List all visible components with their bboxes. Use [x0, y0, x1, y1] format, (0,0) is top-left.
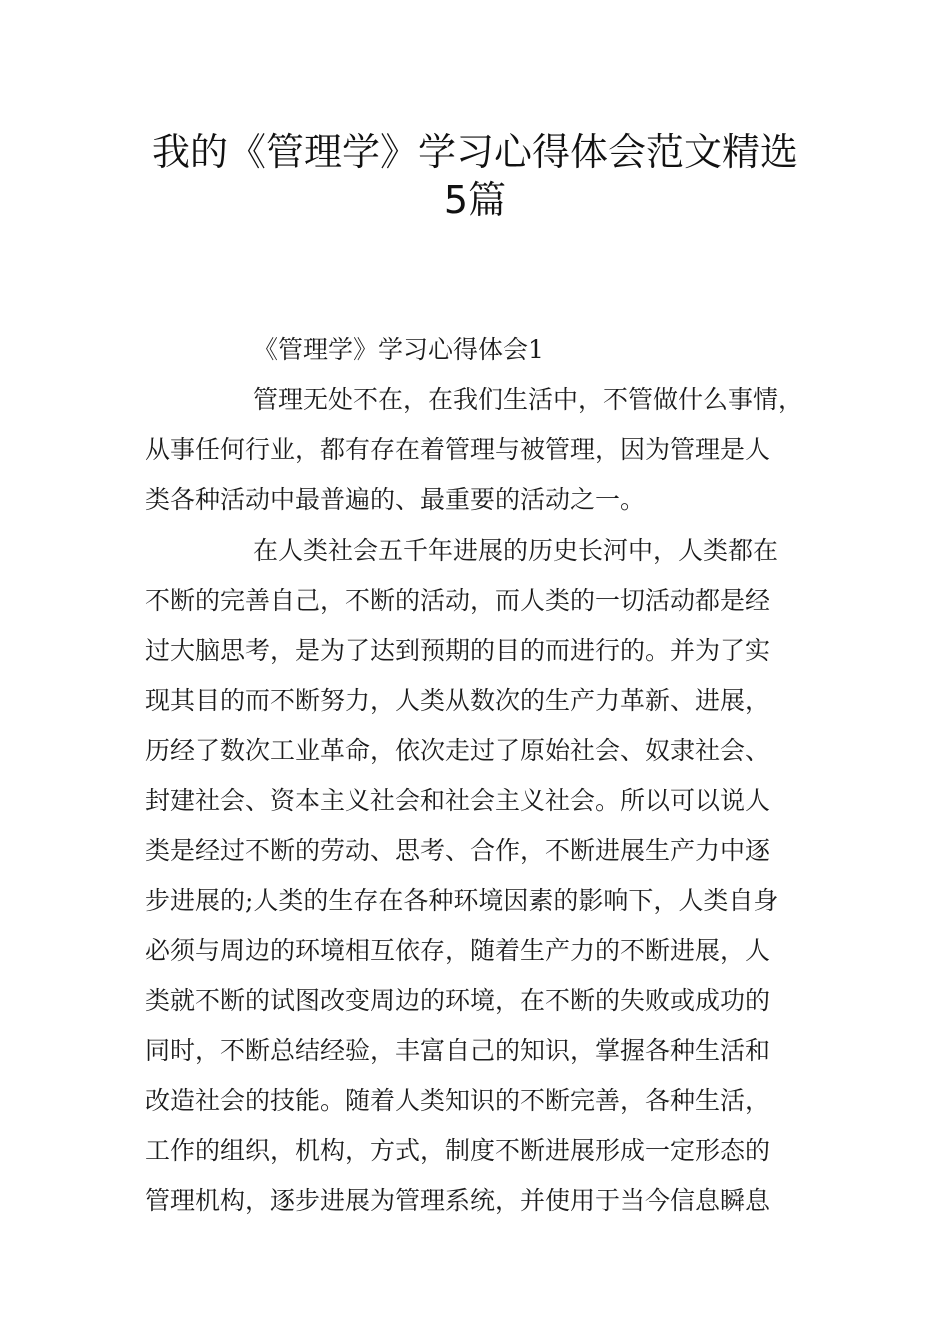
- paragraph-line: 历经了数次工业革命，依次走过了原始社会、奴隶社会、: [145, 736, 771, 765]
- paragraph-line: 工作的组织，机构，方式，制度不断进展形成一定形态的: [145, 1136, 771, 1165]
- paragraph-line: 管理无处不在，在我们生活中，不管做什么事情，: [253, 385, 804, 414]
- paragraph-line: 在人类社会五千年进展的历史长河中，人类都在: [253, 536, 779, 565]
- paragraph-line: 现其目的而不断努力，人类从数次的生产力革新、进展，: [145, 686, 771, 715]
- paragraph-line: 管理机构，逐步进展为管理系统，并使用于当今信息瞬息: [145, 1186, 771, 1215]
- paragraph-line: 不断的完善自己，不断的活动，而人类的一切活动都是经: [145, 586, 771, 615]
- paragraph-line: 同时，不断总结经验，丰富自己的知识，掌握各种生活和: [145, 1036, 771, 1065]
- paragraph-line: 类就不断的试图改变周边的环境，在不断的失败或成功的: [145, 986, 771, 1015]
- paragraph-line: 类是经过不断的劳动、思考、合作，不断进展生产力中逐: [145, 836, 771, 865]
- section-heading: 《管理学》学习心得体会1: [253, 335, 544, 364]
- paragraph-line: 封建社会、资本主义社会和社会主义社会。所以可以说人: [145, 786, 771, 815]
- paragraph-line: 必须与周边的环境相互依存，随着生产力的不断进展，人: [145, 936, 771, 965]
- document-title-line-1: 我的《管理学》学习心得体会范文精选: [151, 130, 798, 174]
- paragraph-line: 步进展的;人类的生存在各种环境因素的影响下，人类自身: [145, 886, 779, 915]
- paragraph-line: 过大脑思考，是为了达到预期的目的而进行的。并为了实: [145, 636, 771, 665]
- paragraph-line: 改造社会的技能。随着人类知识的不断完善，各种生活，: [145, 1086, 771, 1115]
- paragraph-line: 从事任何行业，都有存在着管理与被管理，因为管理是人: [145, 435, 771, 464]
- document-title-line-2: 5篇: [443, 178, 507, 222]
- paragraph-line: 类各种活动中最普遍的、最重要的活动之一。: [145, 485, 646, 514]
